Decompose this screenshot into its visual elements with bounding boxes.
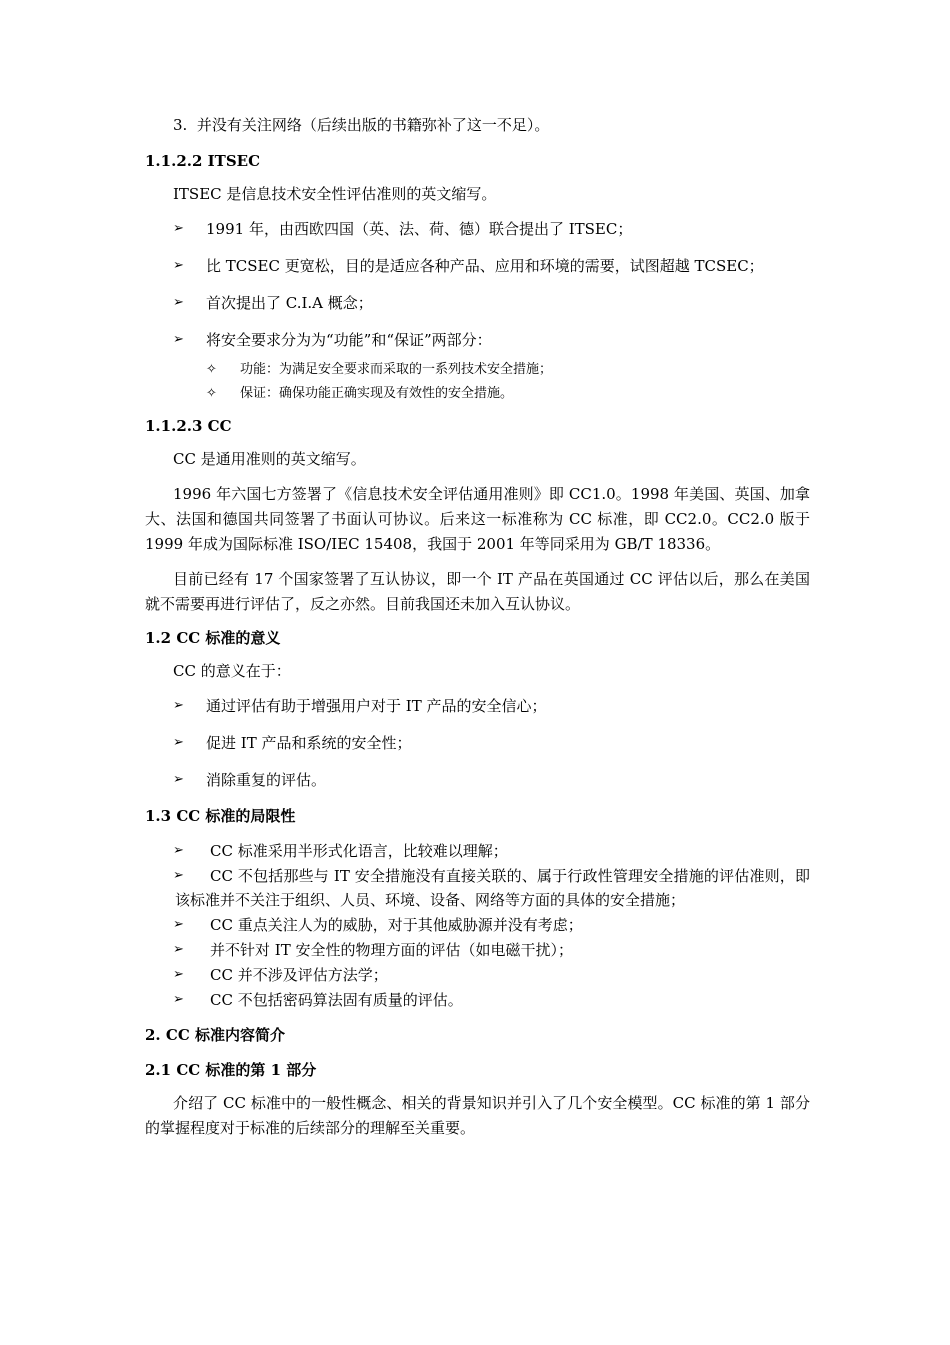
heading-limitations: 1.3 CC 标准的局限性: [145, 807, 296, 825]
list-item: ➢ 首次提出了 C.I.A 概念；: [145, 291, 810, 315]
itsec-intro: ITSEC 是信息技术安全性评估准则的英文缩写。: [173, 185, 497, 203]
list-item: ➢ 消除重复的评估。: [145, 768, 810, 792]
cc-paragraph: 目前已经有 17 个国家签署了互认协议，即一个 IT 产品在英国通过 CC 评估以后，那么在美国就不需要再进行评估了，反之亦然。目前我国还未加入互认协议。: [145, 570, 810, 613]
list-item: ➢ 将安全要求分为为“功能”和“保证”两部分：: [145, 328, 810, 352]
arrowhead-bullet-icon: ➢: [173, 698, 184, 713]
arrowhead-bullet-icon: ➢: [173, 868, 184, 883]
limitations-bullet-list: [145, 839, 810, 1012]
arrowhead-bullet-icon: ➢: [173, 942, 184, 957]
list-item: ➢ 1991 年，由西欧四国（英、法、荷、德）联合提出了 ITSEC；: [145, 217, 810, 241]
heading-itsec: 1.1.2.2 ITSEC: [145, 152, 261, 170]
list-item: ➢ CC 不包括密码算法固有质量的评估。: [145, 988, 810, 1012]
arrowhead-bullet-icon: ➢: [173, 843, 184, 858]
significance-bullet-list: [145, 694, 810, 792]
part1-paragraph: 介绍了 CC 标准中的一般性概念、相关的背景知识并引入了几个安全模型。CC 标准的第 1 部分的掌握程度对于标准的后续部分的理解至关重要。: [145, 1094, 810, 1137]
arrowhead-bullet-icon: ➢: [173, 967, 184, 982]
list-item: ➢ CC 重点关注人为的威胁，对于其他威胁源并没有考虑；: [145, 913, 810, 937]
arrowhead-bullet-icon: ➢: [173, 258, 184, 273]
heading-part1: 2.1 CC 标准的第 1 部分: [145, 1061, 317, 1079]
heading-cc: 1.1.2.3 CC: [145, 417, 232, 435]
document-page: [145, 112, 810, 1151]
list-item: ✧ 功能：为满足安全要求而采取的一系列技术安全措施；: [145, 359, 810, 381]
significance-intro: CC 的意义在于：: [173, 662, 291, 680]
arrowhead-bullet-icon: ➢: [173, 735, 184, 750]
arrowhead-bullet-icon: ➢: [173, 772, 184, 787]
diamond-bullet-icon: ✧: [206, 362, 217, 377]
arrowhead-bullet-icon: ➢: [173, 992, 184, 1007]
arrowhead-bullet-icon: ➢: [173, 917, 184, 932]
list-item: ➢ CC 不包括那些与 IT 安全措施没有直接关联的、属于行政性管理安全措施的评估准则，即该标准并不关注于组织、人员、环境、设备、网络等方面的具体的安全措施；: [145, 864, 810, 912]
cc-paragraph: 1996 年六国七方签署了《信息技术安全评估通用准则》即 CC1.0。1998 年美国、英国、加拿大、法国和德国共同签署了书面认可协议。后来这一标准称为 CC 标准，即 CC2.0。CC2.0 版于 1999 年成为国际标准 ISO/IEC 15408，我国于 2001 年等同采用为 GB/T 18336。: [145, 485, 810, 553]
arrowhead-bullet-icon: ➢: [173, 295, 184, 310]
list-item: ➢ CC 标准采用半形式化语言，比较难以理解；: [145, 839, 810, 863]
list-item: ➢ 并不针对 IT 安全性的物理方面的评估（如电磁干扰）；: [145, 938, 810, 962]
list-item: ➢ 促进 IT 产品和系统的安全性；: [145, 731, 810, 755]
list-item: ➢ 比 TCSEC 更宽松，目的是适应各种产品、应用和环境的需要，试图超越 TCSEC；: [145, 254, 810, 278]
cc-paragraph: CC 是通用准则的英文缩写。: [173, 450, 366, 468]
itsec-sub-bullet-list: [145, 359, 810, 405]
arrowhead-bullet-icon: ➢: [173, 221, 184, 236]
list-item: ➢ 通过评估有助于增强用户对于 IT 产品的安全信心；: [145, 694, 810, 718]
list-item: ✧ 保证：确保功能正确实现及有效性的安全措施。: [145, 383, 810, 405]
itsec-bullet-list: [145, 217, 810, 352]
diamond-bullet-icon: ✧: [206, 386, 217, 401]
list-item: ➢ CC 并不涉及评估方法学；: [145, 963, 810, 987]
arrowhead-bullet-icon: ➢: [173, 332, 184, 347]
heading-content-overview: 2. CC 标准内容简介: [145, 1026, 285, 1044]
numbered-item-3: 3. 并没有关注网络（后续出版的书籍弥补了这一不足）。: [173, 116, 550, 134]
heading-significance: 1.2 CC 标准的意义: [145, 629, 281, 647]
